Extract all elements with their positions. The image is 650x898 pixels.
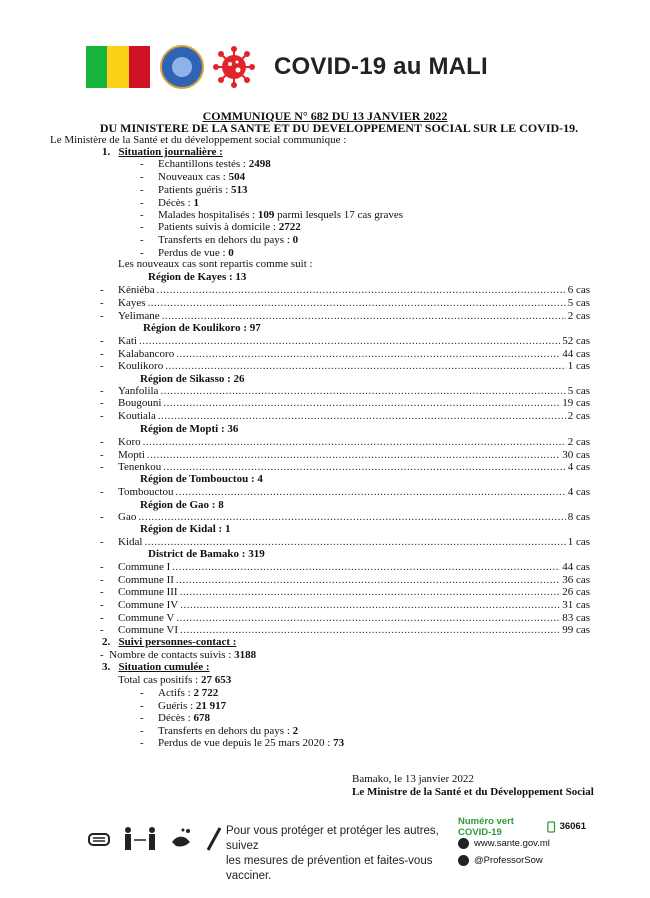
list-item: - Patients suivis à domicile : 2722 bbox=[140, 221, 301, 233]
table-row: - Yelimane ..... 2 cas bbox=[100, 310, 590, 322]
mali-flag bbox=[86, 46, 150, 88]
region-heading: Région de Tombouctou : 4 bbox=[140, 473, 263, 485]
table-row: - Mopti ..... 30 cas bbox=[100, 449, 590, 461]
vaccine-syringe-icon bbox=[204, 826, 224, 852]
section-contacts: 2. Suivi personnes-contact : bbox=[102, 636, 237, 648]
prevention-icons bbox=[86, 826, 224, 852]
table-row: - Bougouni ..... 19 cas bbox=[100, 397, 590, 409]
hotline-label: Numéro vert COVID-19 bbox=[458, 815, 514, 838]
prevention-message bbox=[226, 824, 466, 884]
flag-red-band bbox=[129, 46, 150, 88]
section-number: 1. bbox=[102, 146, 111, 158]
signature-place-date: Bamako, le 13 janvier 2022 bbox=[352, 773, 474, 785]
table-row: - Commune I ..... 44 cas bbox=[100, 561, 590, 573]
table-row: - Commune III ..... 26 cas bbox=[100, 586, 590, 598]
flag-green-band bbox=[86, 46, 107, 88]
table-row: - Tenenkou ..... 4 cas bbox=[100, 461, 590, 473]
header-title: COVID-19 au MALI bbox=[274, 53, 488, 80]
communique-title: COMMUNIQUE N° 682 DU 13 JANVIER 2022 bbox=[202, 109, 448, 123]
communique-intro: Le Ministère de la Santé et du développement social communique : bbox=[50, 134, 347, 146]
website-link[interactable]: www.sante.gov.ml bbox=[474, 838, 550, 849]
list-item: - Actifs : 2 722 bbox=[140, 687, 219, 699]
list-item: - Décès : 1 bbox=[140, 197, 199, 209]
table-row: - Yanfolila ..... 5 cas bbox=[100, 385, 590, 397]
virus-icon bbox=[212, 45, 256, 89]
list-item: - Echantillons testés : 2498 bbox=[140, 158, 271, 170]
communique-subtitle: DU MINISTERE DE LA SANTE ET DU DEVELOPPEMENT SOCIAL SUR LE COVID-19. bbox=[99, 121, 579, 135]
phone-icon bbox=[547, 820, 555, 834]
globe-icon bbox=[458, 838, 469, 849]
list-item: - Transferts en dehors du pays : 2 bbox=[140, 725, 299, 737]
region-heading: District de Bamako : 319 bbox=[148, 548, 265, 560]
list-item: - Patients guéris : 513 bbox=[140, 184, 248, 196]
website-line bbox=[458, 835, 586, 852]
table-row: - Commune II ..... 36 cas bbox=[100, 574, 590, 586]
table-row: - Kayes ..... 5 cas bbox=[100, 297, 590, 309]
handwashing-icon bbox=[168, 826, 194, 852]
list-item: - Perdus de vue depuis le 25 mars 2020 : 73 bbox=[140, 737, 345, 749]
social-distancing-icon bbox=[122, 826, 158, 852]
section-cumulee: 3. Situation cumulée : bbox=[102, 661, 210, 673]
contacts-line: - Nombre de contacts suivis : 3188 bbox=[100, 649, 257, 661]
region-heading: Région de Mopti : 36 bbox=[140, 423, 239, 435]
table-row: - Commune VI ..... 99 cas bbox=[100, 624, 590, 636]
region-heading: Région de Kayes : 13 bbox=[148, 271, 247, 283]
footer-contacts bbox=[458, 815, 586, 869]
signature-signatory: Le Ministre de la Santé et du Développement Social bbox=[352, 786, 594, 798]
table-row: - Kéniéba ..... 6 cas bbox=[100, 284, 590, 296]
list-item: - Décès : 678 bbox=[140, 712, 210, 724]
list-item: - Nouveaux cas : 504 bbox=[140, 171, 246, 183]
hotline bbox=[458, 815, 586, 838]
prevention-message-line1: Pour vous protéger et protéger les autres, suivez bbox=[226, 825, 439, 852]
ministry-seal-icon bbox=[160, 45, 204, 89]
prevention-message-line2: les mesures de prévention et faites-vous vacciner. bbox=[226, 855, 433, 882]
repartition-note: Les nouveaux cas sont repartis comme suit : bbox=[118, 258, 313, 270]
hotline-number: 36061 bbox=[559, 821, 586, 832]
region-heading: Région de Koulikoro : 97 bbox=[143, 322, 261, 334]
list-item: - Guéris : 21 917 bbox=[140, 700, 227, 712]
section-situation-journaliere bbox=[102, 146, 223, 158]
table-row: - Koulikoro ..... 1 cas bbox=[100, 360, 590, 372]
list-item: - Transferts en dehors du pays : 0 bbox=[140, 234, 299, 246]
table-row: - Kalabancoro ..... 44 cas bbox=[100, 348, 590, 360]
table-row: - Commune V ..... 83 cas bbox=[100, 612, 590, 624]
region-heading: Région de Sikasso : 26 bbox=[140, 373, 245, 385]
twitter-line bbox=[458, 852, 586, 869]
twitter-icon bbox=[458, 855, 469, 866]
table-row: - Gao ..... 8 cas bbox=[100, 511, 590, 523]
region-heading: Région de Kidal : 1 bbox=[140, 523, 231, 535]
table-row: - Tombouctou ..... 4 cas bbox=[100, 486, 590, 498]
table-row: - Kidal ..... 1 cas bbox=[100, 536, 590, 548]
header bbox=[86, 44, 488, 90]
section-heading: Situation journalière : bbox=[118, 146, 223, 158]
footer bbox=[86, 815, 586, 882]
list-item: - Malades hospitalisés : 109 parmi lesquels 17 cas graves bbox=[140, 209, 404, 221]
face-mask-icon bbox=[86, 826, 112, 852]
table-row: - Commune IV ..... 31 cas bbox=[100, 599, 590, 611]
table-row: - Koro ..... 2 cas bbox=[100, 436, 590, 448]
table-row: - Koutiala ..... 2 cas bbox=[100, 410, 590, 422]
region-heading: Région de Gao : 8 bbox=[140, 499, 224, 511]
flag-yellow-band bbox=[107, 46, 128, 88]
total-positifs: Total cas positifs : 27 653 bbox=[118, 674, 232, 686]
list-item: - Perdus de vue : 0 bbox=[140, 247, 234, 259]
table-row: - Kati ..... 52 cas bbox=[100, 335, 590, 347]
twitter-handle[interactable]: @ProfessorSow bbox=[474, 855, 543, 866]
